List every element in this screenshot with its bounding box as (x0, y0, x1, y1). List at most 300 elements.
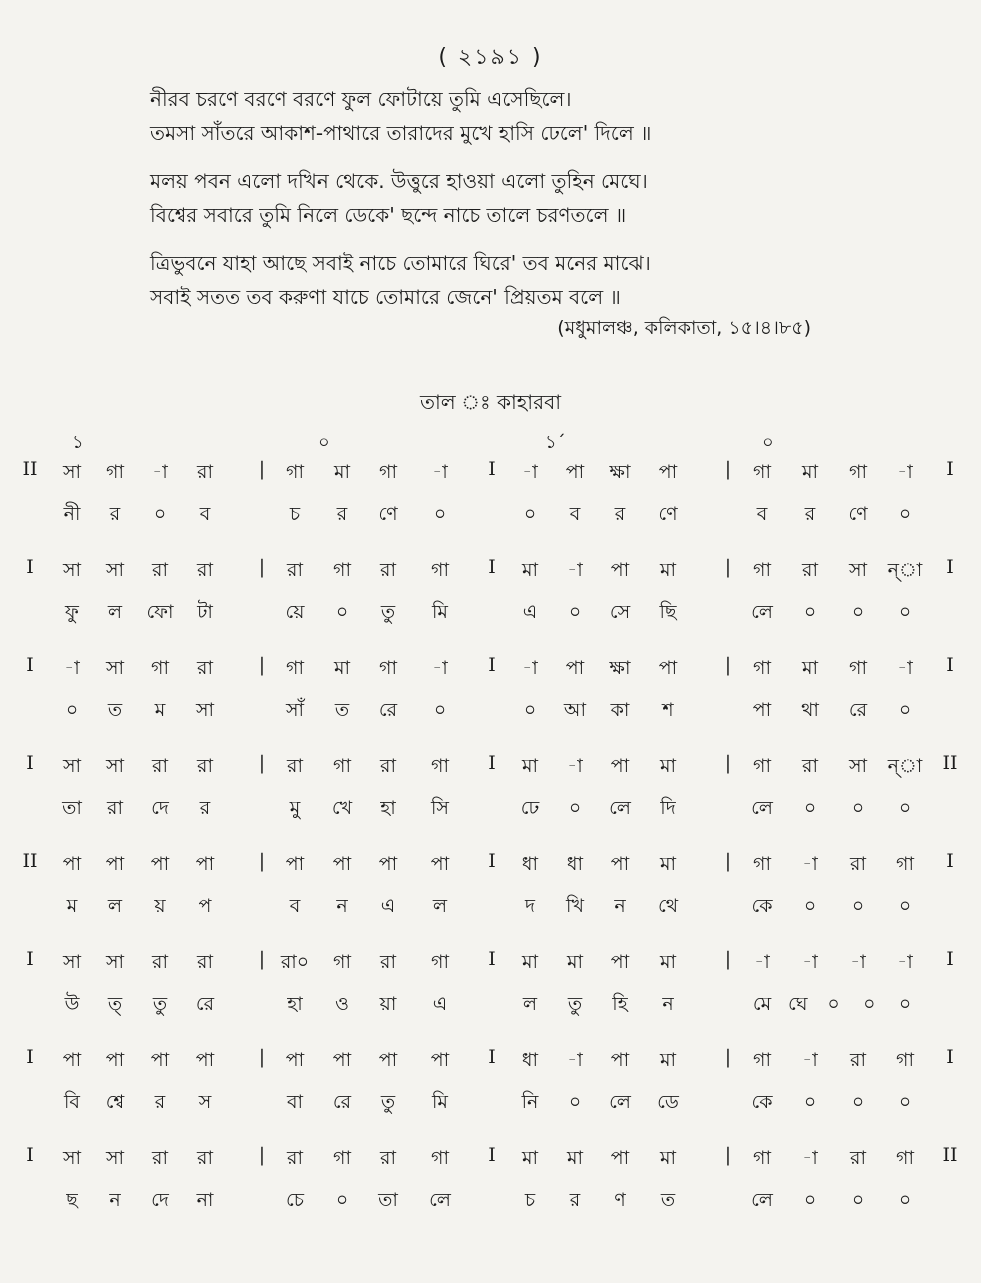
swara-note: ক্ষা (609, 657, 631, 679)
lyric-syllable: ল (522, 993, 538, 1015)
lyric-syllable: ০ (803, 895, 817, 917)
swara-note: রা (850, 853, 866, 875)
swara-note: -া (152, 461, 168, 483)
swara-note: গা (753, 755, 771, 777)
bar-line: | (258, 1144, 266, 1166)
lyric-syllable: উ (64, 993, 80, 1015)
lyric-syllable: রে (378, 699, 398, 721)
notation-line (0, 556, 981, 654)
swara-note: -া (754, 951, 770, 973)
swara-note: গা (333, 755, 351, 777)
swara-row (0, 1144, 981, 1178)
lyric-syllable: ল (107, 601, 123, 623)
bar-line: I (488, 752, 496, 774)
swara-note: রা (197, 657, 213, 679)
swara-row (0, 458, 981, 492)
bar-line: I (26, 752, 34, 774)
lyric-row (0, 794, 981, 828)
lyric-syllable: তু (380, 601, 396, 623)
lyric-syllable: মু (289, 797, 301, 819)
swara-note: মা (333, 657, 351, 679)
lyric-syllable: ০ (568, 797, 582, 819)
lyric-syllable: রে (195, 993, 215, 1015)
beat-marker: ১´ (545, 432, 566, 453)
swara-note: পা (378, 853, 398, 875)
lyric-syllable: ত্ (107, 993, 123, 1015)
bar-line: I (488, 458, 496, 480)
swara-row (0, 556, 981, 590)
lyric-syllable: ০ (568, 1091, 582, 1113)
lyric-row (0, 990, 981, 1024)
lyric-syllable: বি (63, 1091, 80, 1113)
swara-note: মা (659, 951, 677, 973)
bar-line: II (942, 752, 958, 774)
lyric-syllable: ০ (898, 993, 912, 1015)
lyric-syllable: রে (332, 1091, 352, 1113)
bar-line: I (26, 556, 34, 578)
lyric-syllable: ল (107, 895, 123, 917)
swara-note: ক্ষা (609, 461, 631, 483)
swara-note: পা (610, 951, 630, 973)
lyric-syllable: ন (662, 993, 674, 1015)
lyric-syllable: সি (431, 797, 449, 819)
lyric-row (0, 500, 981, 534)
lyric-syllable: সা (195, 699, 215, 721)
lyric-syllable: ব (756, 503, 768, 525)
bar-line: | (258, 948, 266, 970)
swara-note: গা (753, 1147, 771, 1169)
bar-line: | (724, 1144, 732, 1166)
swara-note: গা (286, 657, 304, 679)
swara-note: পা (610, 1147, 630, 1169)
beat-marker: ০ (762, 432, 774, 453)
lyric-syllable: এ (522, 601, 538, 623)
swara-note: সা (62, 755, 82, 777)
swara-row (0, 948, 981, 982)
bar-line: II (22, 850, 38, 872)
swara-note: পা (610, 1049, 630, 1071)
swara-note: মা (566, 1147, 584, 1169)
lyric-syllable: ০ (803, 797, 817, 819)
beat-marker: ০ (318, 432, 330, 453)
swara-note: রা (380, 1147, 396, 1169)
lyric-syllable: শ (662, 699, 674, 721)
swara-note: গা (753, 559, 771, 581)
swara-note: সা (62, 1147, 82, 1169)
notation-line (0, 850, 981, 948)
lyric-syllable: পা (752, 699, 772, 721)
swara-note: মা (521, 951, 539, 973)
swara-note: পা (332, 853, 352, 875)
swara-note: গা (333, 559, 351, 581)
swara-note: রা (152, 755, 168, 777)
lyric-syllable: ল (432, 895, 448, 917)
poem-stanza (150, 164, 910, 232)
swara-note: গা (896, 1049, 914, 1071)
swara-note: রা (802, 559, 818, 581)
poem-line: নীরব চরণে বরণে বরণে ফুল ফোটায়ে তুমি এসেছিলে। (150, 87, 572, 111)
bar-line: I (26, 654, 34, 676)
lyric-syllable: মি (432, 1091, 448, 1113)
swara-note: রা (380, 559, 396, 581)
lyric-syllable: র (804, 503, 816, 525)
notation-line (0, 654, 981, 752)
swara-note: সা (105, 755, 125, 777)
lyric-syllable: ম (66, 895, 78, 917)
lyric-syllable: ০ (863, 993, 876, 1015)
bar-line: II (22, 458, 38, 480)
lyric-syllable: নি (521, 1091, 539, 1113)
swara-note: রা (850, 1049, 866, 1071)
swara-note: গা (896, 853, 914, 875)
page-number: ( ২১৯১ ) (438, 45, 543, 70)
notation-line (0, 458, 981, 556)
bar-line: | (724, 948, 732, 970)
swara-note: সা (62, 951, 82, 973)
lyric-syllable: য়া (379, 993, 397, 1015)
lyric-syllable: তু (567, 993, 583, 1015)
lyric-syllable: কে (751, 1091, 773, 1113)
swara-row (0, 654, 981, 688)
swara-note: -া (522, 461, 538, 483)
lyric-syllable: দি (660, 797, 676, 819)
swara-note: মা (566, 951, 584, 973)
lyric-syllable: দ (525, 895, 535, 917)
lyric-syllable: য় (154, 895, 166, 917)
swara-note: পা (430, 853, 450, 875)
lyric-syllable: লে (429, 1189, 451, 1211)
lyric-syllable: খি (566, 895, 584, 917)
lyric-syllable: বা (286, 1091, 304, 1113)
lyric-syllable: ০ (433, 699, 447, 721)
swara-note: পা (150, 1049, 170, 1071)
poem-stanza (150, 82, 910, 150)
bar-line: | (724, 850, 732, 872)
bar-line: I (946, 556, 954, 578)
lyric-syllable: ছ (66, 1189, 78, 1211)
swara-note: পা (105, 1049, 125, 1071)
bar-line: | (724, 458, 732, 480)
swara-note: রা (152, 559, 168, 581)
lyric-syllable: ০ (898, 895, 912, 917)
lyric-syllable: ণে (848, 503, 868, 525)
swara-note: রা (287, 1147, 303, 1169)
swara-note: মা (801, 461, 819, 483)
bar-line: I (488, 850, 496, 872)
swara-note: গা (753, 657, 771, 679)
lyric-syllable: ত (107, 699, 123, 721)
swara-note: পা (610, 853, 630, 875)
swara-note: গা (151, 657, 169, 679)
bar-line: | (258, 556, 266, 578)
swara-note: ধা (521, 853, 539, 875)
lyric-syllable: কে (751, 895, 773, 917)
lyric-syllable: র (199, 797, 211, 819)
taal-heading: তাল ঃ কাহারবা (419, 390, 562, 414)
lyric-syllable: তা (62, 797, 82, 819)
lyric-syllable: ০ (523, 699, 537, 721)
bar-line: I (946, 654, 954, 676)
lyric-syllable: ণে (378, 503, 398, 525)
lyric-syllable: এ (432, 993, 448, 1015)
bar-line: | (258, 850, 266, 872)
lyric-syllable: ০ (898, 1189, 912, 1211)
bar-line: I (946, 948, 954, 970)
swara-note: -া (522, 657, 538, 679)
bar-line: I (26, 948, 34, 970)
swara-note: মা (333, 461, 351, 483)
lyric-syllable: ০ (803, 1091, 817, 1113)
swara-note: পা (62, 853, 82, 875)
lyric-syllable: আ (563, 699, 587, 721)
swara-note: সা (848, 559, 868, 581)
swara-note: পা (332, 1049, 352, 1071)
lyric-syllable: র (569, 1189, 581, 1211)
lyric-syllable: ০ (523, 503, 537, 525)
swara-note: রা (802, 755, 818, 777)
lyric-syllable: তা (378, 1189, 398, 1211)
lyric-syllable: ন (109, 1189, 121, 1211)
lyric-syllable: তু (152, 993, 168, 1015)
lyric-syllable: সে (609, 601, 631, 623)
poem-line: বিশ্বের সবারে তুমি নিলে ডেকে' ছন্দে নাচে তালে চরণতলে ॥ (150, 203, 627, 227)
source-citation: (মধুমালঞ্চ, কলিকাতা, ১৫।৪।৮৫) (557, 317, 811, 339)
swara-note: -া (64, 657, 80, 679)
swara-note: পা (378, 1049, 398, 1071)
bar-line: I (488, 1144, 496, 1166)
bar-line: | (724, 752, 732, 774)
swara-note: গা (333, 1147, 351, 1169)
bar-line: | (724, 654, 732, 676)
lyric-syllable: ডে (657, 1091, 679, 1113)
lyric-syllable: টা (197, 601, 213, 623)
notation-line (0, 1046, 981, 1144)
lyric-syllable: নী (63, 503, 81, 525)
lyric-row (0, 696, 981, 730)
lyric-syllable: ন (614, 895, 626, 917)
lyric-syllable: ছি (659, 601, 677, 623)
lyric-syllable: চ (524, 1189, 536, 1211)
lyric-syllable: হা (287, 993, 303, 1015)
lyric-syllable: ০ (851, 1091, 865, 1113)
swara-note: মা (521, 559, 539, 581)
swara-note: পা (105, 853, 125, 875)
swara-note: মা (659, 559, 677, 581)
swara-note: গা (379, 461, 397, 483)
swara-note: -া (897, 951, 913, 973)
swara-note: রা (152, 951, 168, 973)
swara-note: -া (850, 951, 866, 973)
notation-line (0, 948, 981, 1046)
lyric-syllable: হি (612, 993, 628, 1015)
swara-note: পা (430, 1049, 450, 1071)
bar-line: I (488, 948, 496, 970)
lyric-syllable: মি (432, 601, 448, 623)
swara-note: -া (802, 951, 818, 973)
lyric-syllable: ঘে (788, 993, 808, 1015)
lyric-syllable: ০ (433, 503, 447, 525)
poem-stanza (150, 246, 910, 314)
bar-line: I (488, 654, 496, 676)
bar-line: II (942, 1144, 958, 1166)
lyric-syllable: রা (107, 797, 123, 819)
lyric-syllable: ম (154, 699, 166, 721)
swara-note: সা (62, 559, 82, 581)
lyric-syllable: ঢে (520, 797, 540, 819)
swara-note: মা (521, 755, 539, 777)
lyric-syllable: ০ (568, 601, 582, 623)
swara-note: গা (431, 755, 449, 777)
swara-note: গা (286, 461, 304, 483)
swara-note: রা (380, 951, 396, 973)
swara-note: মা (659, 755, 677, 777)
lyric-syllable: থা (801, 699, 819, 721)
lyric-syllable: ত (660, 1189, 676, 1211)
bar-line: I (488, 556, 496, 578)
lyric-syllable: ফু (65, 601, 79, 623)
bar-line: | (258, 458, 266, 480)
swara-note: মা (659, 1147, 677, 1169)
swara-note: পা (610, 755, 630, 777)
lyric-syllable: লে (609, 1091, 631, 1113)
swara-note: পা (565, 657, 585, 679)
swara-note: গা (431, 951, 449, 973)
swara-note: গা (849, 461, 867, 483)
swara-note: ধা (566, 853, 584, 875)
swara-note: পা (658, 461, 678, 483)
lyric-syllable: ফো (146, 601, 174, 623)
swara-note: গা (753, 461, 771, 483)
swara-note: পা (565, 461, 585, 483)
lyric-syllable: ০ (65, 699, 79, 721)
swara-note: সা (105, 1147, 125, 1169)
swara-note: রা০ (280, 951, 310, 973)
lyric-syllable: স (198, 1091, 212, 1113)
lyric-syllable: ০ (335, 1189, 349, 1211)
swara-note: গা (379, 657, 397, 679)
lyric-syllable: ন (336, 895, 348, 917)
lyric-syllable: রে (848, 699, 868, 721)
swara-note: পা (150, 853, 170, 875)
lyric-syllable: ণে (658, 503, 678, 525)
lyric-syllable: শ্বে (105, 1091, 125, 1113)
lyric-syllable: ০ (898, 699, 912, 721)
lyric-row (0, 598, 981, 632)
swara-note: সা (848, 755, 868, 777)
lyric-syllable: ০ (851, 1189, 865, 1211)
swara-note: গা (106, 461, 124, 483)
lyric-syllable: ০ (153, 503, 167, 525)
lyric-syllable: চ (289, 503, 301, 525)
swara-note: রা (287, 559, 303, 581)
lyric-syllable: লে (751, 797, 773, 819)
lyric-syllable: য়ে (285, 601, 305, 623)
lyric-syllable: ণ (614, 1189, 626, 1211)
lyric-row (0, 892, 981, 926)
bar-line: | (258, 654, 266, 676)
lyric-syllable: ০ (898, 601, 912, 623)
lyric-syllable: লে (609, 797, 631, 819)
lyric-row (0, 1088, 981, 1122)
swara-note: গা (431, 559, 449, 581)
lyric-syllable: খে (331, 797, 353, 819)
swara-note: -া (897, 657, 913, 679)
swara-note: রা (380, 755, 396, 777)
swara-note: রা (152, 1147, 168, 1169)
swara-note: সা (105, 559, 125, 581)
swara-note: সা (105, 657, 125, 679)
poem-line: ত্রিভুবনে যাহা আছে সবাই নাচে তোমারে ঘিরে' তব মনের মাঝে। (150, 251, 651, 275)
lyric-syllable: মে (752, 993, 772, 1015)
lyric-syllable: ব (569, 503, 581, 525)
swara-note: পা (285, 853, 305, 875)
swara-note: মা (801, 657, 819, 679)
swara-note: পা (658, 657, 678, 679)
lyric-syllable: না (196, 1189, 214, 1211)
swara-note: গা (849, 657, 867, 679)
bar-line: | (258, 752, 266, 774)
swara-note: রা (197, 559, 213, 581)
swara-note: -া (802, 1049, 818, 1071)
poem-line: সবাই সতত তব করুণা যাচে তোমারে জেনে' প্রিয়তম বলে ॥ (150, 285, 621, 309)
lyric-syllable: এ (380, 895, 396, 917)
lyric-syllable: ত (334, 699, 350, 721)
swara-note: রা (197, 461, 213, 483)
lyric-syllable: ০ (803, 1189, 817, 1211)
lyric-syllable: র (154, 1091, 166, 1113)
swara-note: গা (333, 951, 351, 973)
lyric-syllable: লে (751, 601, 773, 623)
beat-markers (0, 428, 981, 454)
lyric-syllable: লে (751, 1189, 773, 1211)
lyric-row (0, 1186, 981, 1220)
lyric-syllable: ০ (827, 993, 840, 1015)
swara-note: পা (62, 1049, 82, 1071)
swara-note: পা (195, 1049, 215, 1071)
lyric-syllable: সাঁ (285, 699, 305, 721)
bar-line: I (488, 1046, 496, 1068)
lyric-syllable: চে (286, 1189, 304, 1211)
swara-note: -া (567, 1049, 583, 1071)
swara-row (0, 1046, 981, 1080)
lyric-syllable: র (614, 503, 626, 525)
lyric-syllable: ০ (898, 503, 912, 525)
swara-note: পা (195, 853, 215, 875)
poem-line: মলয় পবন এলো দখিন থেকে. উত্তুরে হাওয়া এলো তুহিন মেঘে। (150, 169, 648, 193)
lyric-syllable: ০ (898, 1091, 912, 1113)
notation-table (0, 458, 981, 1242)
swara-note: -া (802, 1147, 818, 1169)
bar-line: I (946, 1046, 954, 1068)
swara-note: রা (197, 755, 213, 777)
swara-note: রা (197, 951, 213, 973)
lyric-syllable: ০ (851, 895, 865, 917)
lyric-syllable: র (109, 503, 121, 525)
lyric-syllable: ০ (851, 601, 865, 623)
lyric-syllable: ০ (335, 601, 349, 623)
lyric-syllable: ০ (898, 797, 912, 819)
swara-note: মা (521, 1147, 539, 1169)
lyric-syllable: ও (335, 993, 349, 1015)
poem-line: তমসা সাঁতরে আকাশ-পাথারে তারাদের মুখে হাসি ঢেলে' দিলে ॥ (150, 121, 652, 145)
swara-note: -া (567, 559, 583, 581)
swara-note: গা (753, 1049, 771, 1071)
poem (150, 82, 910, 328)
lyric-syllable: কা (610, 699, 630, 721)
swara-note: -া (432, 461, 448, 483)
swara-note: -া (432, 657, 448, 679)
lyric-syllable: ০ (851, 797, 865, 819)
